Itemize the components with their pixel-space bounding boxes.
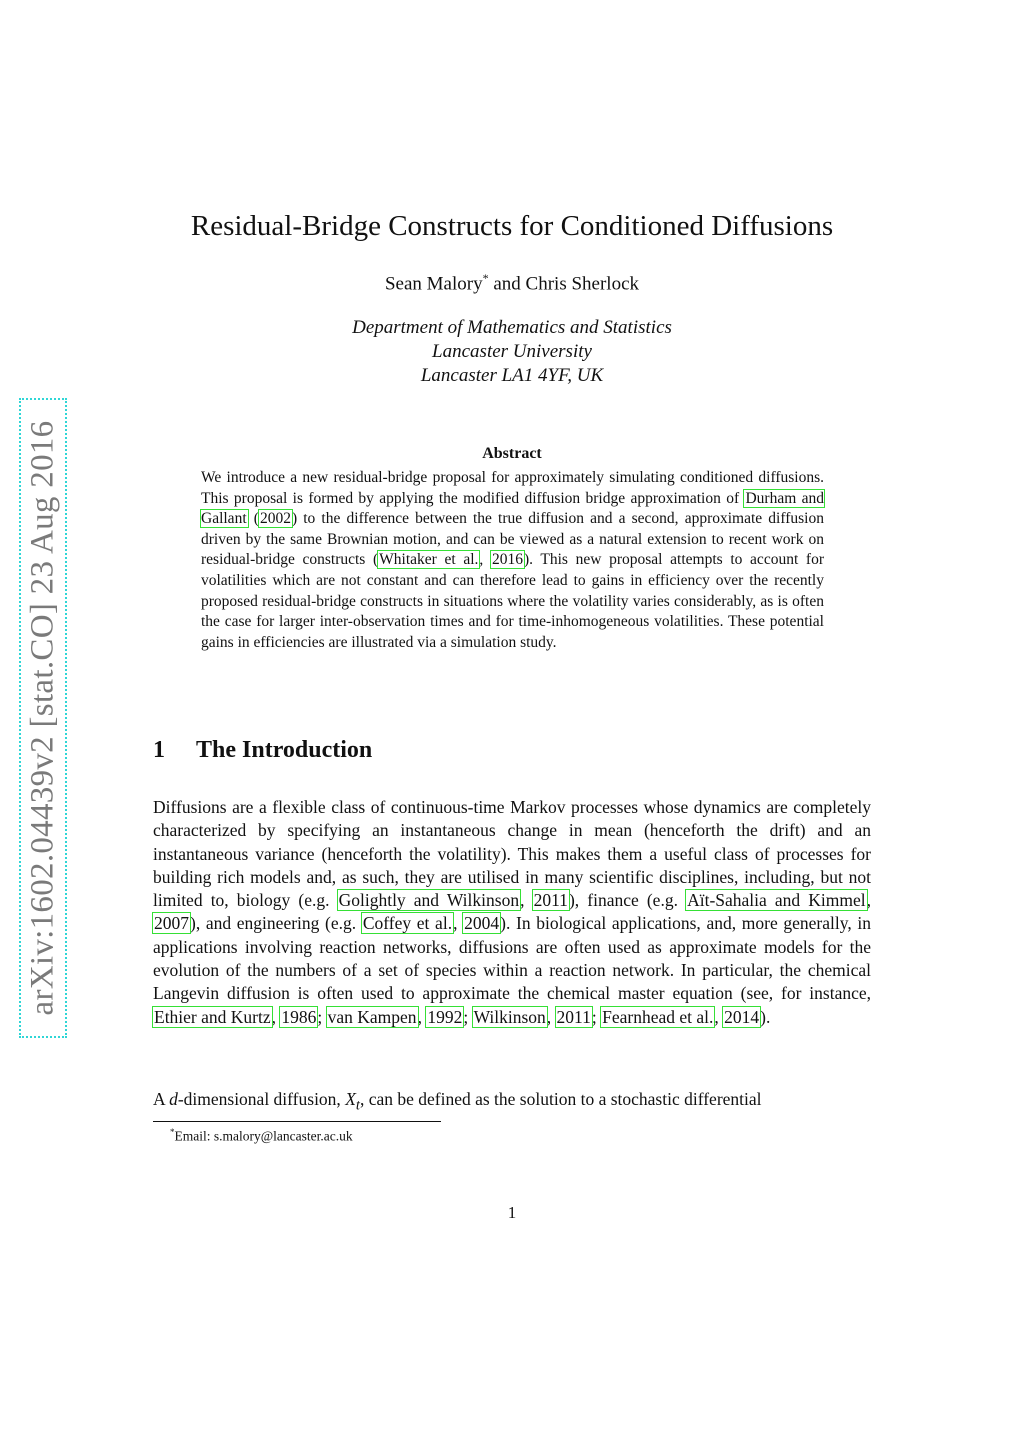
section-heading bbox=[153, 737, 372, 764]
body-text: , bbox=[714, 1006, 724, 1027]
body-text: Diffusions are a flexible class of continuous-time Markov processes whose dynamics are completely characterized by specifying an instantaneous change in mean (henceforth the drift) and an instantaneous variance (henceforth the volatility). This makes them a useful class of processes for building rich models and, as such, they are utilised in many scientific disciplines, including, but not limited to, biology (e.g. bbox=[153, 797, 871, 911]
footnote-rule bbox=[153, 1121, 441, 1122]
body-text: , bbox=[417, 1006, 427, 1027]
citation-link[interactable]: Whitaker et al. bbox=[379, 551, 479, 569]
abstract-text: We introduce a new residual-bridge proposal for approximately simulating conditioned diffusions. This proposal is formed by applying the modified diffusion bridge approximation of bbox=[201, 469, 824, 507]
citation-link[interactable]: 2011 bbox=[533, 890, 568, 911]
second-paragraph bbox=[153, 1088, 871, 1118]
body-text: , bbox=[271, 1006, 281, 1027]
footnote bbox=[170, 1127, 353, 1145]
citation-link[interactable]: 2002 bbox=[259, 510, 291, 528]
citation-link[interactable]: Durham and Gallant bbox=[201, 489, 824, 528]
abstract-text: ) to the difference between the true diffusion and a second, approximate diffusion driven by the same Brownian motion, and can be viewed as a natural extension to recent work on residual-bridge constructs ( bbox=[201, 510, 824, 569]
footnote-email: Email: s.malory@lancaster.ac.uk bbox=[174, 1128, 353, 1144]
citation-link[interactable]: 2007 bbox=[154, 913, 189, 934]
affiliation-address: Lancaster LA1 4YF, UK bbox=[420, 365, 604, 386]
math-subscript: t bbox=[355, 1097, 360, 1114]
abstract-text: , bbox=[479, 551, 491, 569]
math-variable: X bbox=[345, 1089, 356, 1109]
abstract-body bbox=[201, 468, 824, 653]
citation-link[interactable]: 2016 bbox=[491, 551, 523, 569]
authors bbox=[0, 271, 1024, 295]
citation-link[interactable]: 2014 bbox=[724, 1006, 760, 1027]
paper-title: Residual-Bridge Constructs for Conditioned Diffusions bbox=[190, 210, 834, 242]
body-text: ), and engineering (e.g. bbox=[190, 913, 362, 934]
citation-link[interactable]: Coffey et al. bbox=[362, 913, 453, 934]
citation-link[interactable]: 1992 bbox=[427, 1006, 463, 1027]
math-variable: d bbox=[169, 1089, 178, 1109]
citation-link[interactable]: Fearnhead et al. bbox=[602, 1006, 714, 1027]
page-number: 1 bbox=[507, 1203, 517, 1222]
affiliation-university: Lancaster University bbox=[432, 341, 592, 362]
abstract-text: ( bbox=[247, 510, 259, 528]
citation-link[interactable]: Golightly and Wilkinson bbox=[338, 890, 520, 911]
body-text: A bbox=[153, 1089, 170, 1109]
citation-link[interactable]: 2011 bbox=[556, 1006, 591, 1027]
arxiv-identifier: arXiv:1602.04439v2 [stat.CO] 23 Aug 2016 bbox=[24, 420, 61, 1016]
citation-link[interactable]: Aït-Sahalia and Kimmel bbox=[687, 890, 866, 911]
citation-link[interactable]: Ethier and Kurtz bbox=[154, 1006, 271, 1027]
body-text: ; bbox=[317, 1006, 327, 1027]
body-text: ), finance (e.g. bbox=[568, 890, 687, 911]
affiliation bbox=[0, 316, 1024, 388]
body-text: , bbox=[546, 1006, 556, 1027]
section-title: The Introduction bbox=[196, 737, 373, 763]
arxiv-side-stamp bbox=[19, 398, 67, 1038]
citation-link[interactable]: Wilkinson bbox=[473, 1006, 546, 1027]
affiliation-department: Department of Mathematics and Statistics bbox=[352, 317, 672, 338]
body-text: ; bbox=[591, 1006, 602, 1027]
citation-link[interactable]: 2004 bbox=[464, 913, 500, 934]
section-number: 1 bbox=[153, 737, 165, 763]
citation-link[interactable]: 1986 bbox=[281, 1006, 317, 1027]
body-text: -dimensional diffusion, bbox=[177, 1089, 346, 1109]
body-text: , bbox=[520, 890, 533, 911]
intro-paragraph bbox=[153, 796, 871, 1029]
body-text: , bbox=[866, 890, 871, 911]
body-text: , can be defined as the solution to a stochastic differential bbox=[359, 1089, 762, 1109]
footnote-mark: * bbox=[170, 1127, 175, 1137]
citation-link[interactable]: van Kampen bbox=[327, 1006, 417, 1027]
author-rest: and Chris Sherlock bbox=[488, 273, 640, 295]
abstract-text: ). This new proposal attempts to account for volatilities which are not constant and can therefore lead to gains in efficiency over the recently proposed residual-bridge constructs in situations where the volatility varies considerably, as is often the case for larger inter-observation times and for time-inhomogeneous volatilities. These potential gains in efficiencies are illustrated via a simulation study. bbox=[201, 551, 824, 651]
body-text: ). In biological applications, and, more generally, in applications involving reaction networks, diffusions are often used as approximate models for the evolution of the numbers of a set of species within a reaction network. In particular, the chemical Langevin diffusion is often used to approximate the chemical master equation (see, for instance, bbox=[153, 913, 872, 1004]
abstract-heading: Abstract bbox=[482, 445, 542, 462]
author-first: Sean Malory bbox=[384, 273, 483, 295]
author-footnote-mark[interactable]: * bbox=[482, 271, 489, 285]
body-text: , bbox=[453, 913, 464, 934]
body-text: ). bbox=[760, 1006, 771, 1027]
body-text: ; bbox=[463, 1006, 473, 1027]
